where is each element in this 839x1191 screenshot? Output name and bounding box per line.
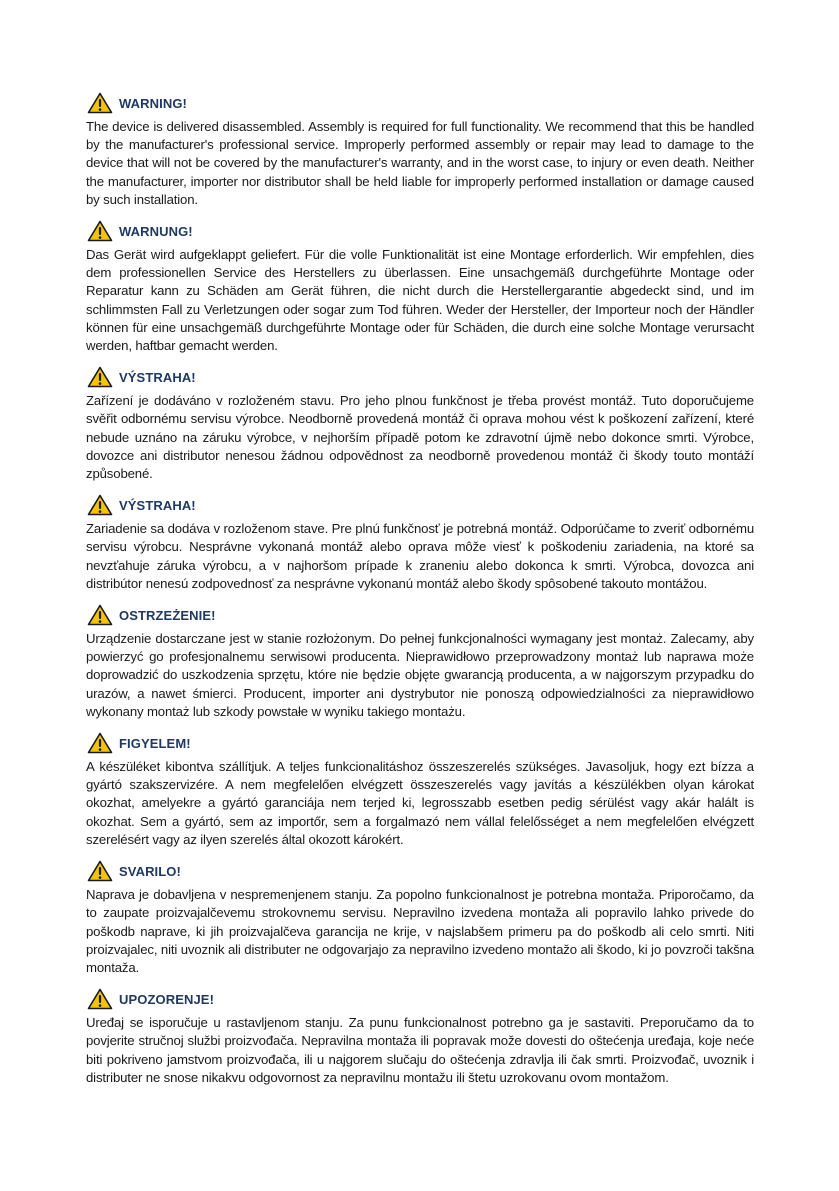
section-heading	[86, 731, 754, 755]
section-text: Uređaj se isporučuje u rastavljenom stanju. Za punu funkcionalnost potrebno ga je sastaviti. Preporučamo da to povjerite stručnoj službi proizvođača. Nepravilna montaža ili popravak može dovesti do oštećenja uređaja, koje neće biti pokriveno jamstvom proizvođača, ili u najgorem slučaju do oštećenja zdravlja ili čak smrti. Proizvođač, uvoznik i distributer ne snose nikakvu odgovornost za nepravilnu montažu ili štetu uzrokovanu ovom montažom.	[86, 1015, 754, 1085]
warning-section-cs	[86, 365, 754, 483]
warning-triangle-icon	[87, 92, 113, 114]
warning-section-hu	[86, 731, 754, 849]
warning-triangle-icon	[87, 860, 113, 882]
section-heading	[86, 91, 754, 115]
section-text: A készüléket kibontva szállítjuk. A teljes funkcionalitáshoz összeszerelés szükséges. Javasoljuk, hogy ezt bízza a gyártó szakszervizére. A nem megfelelően elvégzett összeszerelés vagy javítás a készülékben olyan károkat okozhat, amelyekre a gyártó garanciája nem terjed ki, legrosszabb esetben pedig sérülést vagy akár halált is okozhat. Sem a gyártó, sem az importőr, sem a forgalmazó nem vállal felelősséget a nem megfelelően elvégzett szerelésért vagy az ilyen szerelés által okozott károkért.	[86, 759, 754, 847]
section-text: Urządzenie dostarczane jest w stanie rozłożonym. Do pełnej funkcjonalności wymagany jest montaż. Zalecamy, aby powierzyć go profesjonalnemu serwisowi producenta. Nieprawidłowo przeprowadzony montaż lub naprawa może doprowadzić do uszkodzenia sprzętu, które nie będzie objęte gwarancją producenta, a w najgorszym przypadku do urazów, a nawet śmierci. Producent, importer ani dystrybutor nie ponoszą odpowiedzialności za nieprawidłowo wykonany montaż lub szkody powstałe w wyniku takiego montażu.	[86, 631, 754, 719]
section-text: Zařízení je dodáváno v rozloženém stavu. Pro jeho plnou funkčnost je třeba provést montáž. Tuto doporučujeme svěřit odbornému servisu výrobce. Neodborně provedená montáž či oprava mohou vést k poškození zařízení, které nebude uznáno na záruku výrobce, v nejhorším případě potom ke zdravotní újmě nebo dokonce smrti. Výrobce, dovozce ani distributor nenesou žádnou odpovědnost za neodborně provedenou montáž či škody touto montáží způsobené.	[86, 393, 754, 482]
warning-section-hr	[86, 987, 754, 1087]
section-heading	[86, 493, 754, 517]
warning-section-sk	[86, 493, 754, 593]
section-text: The device is delivered disassembled. Assembly is required for full functionality. We recommend that this be handled by the manufacturer's professional service. Improperly performed assembly or repair may lead to damage to the device that will not be covered by the manufacturer's warranty, and in the worst case, to injury or even death. Neither the manufacturer, importer nor distributor shall be held liable for improperly performed installation or damage caused by such installation.	[86, 119, 754, 207]
warning-section-pl	[86, 603, 754, 721]
warning-triangle-icon	[87, 604, 113, 626]
warning-triangle-icon	[87, 988, 113, 1010]
warning-section-sl	[86, 859, 754, 977]
section-heading	[86, 859, 754, 883]
warning-section-en	[86, 91, 754, 209]
section-title: VÝSTRAHA!	[119, 369, 196, 385]
section-text: Das Gerät wird aufgeklappt geliefert. Für die volle Funktionalität ist eine Montage erforderlich. Wir empfehlen, dies dem professionellen Service des Herstellers zu überlassen. Eine unsachgemäß durchgeführte Montage oder Reparatur kann zu Schäden am Gerät führen, die nicht durch die Herstellergarantie abgedeckt sind, und im schlimmsten Fall zu Verletzungen oder sogar zum Tod führen. Weder der Hersteller, der Importeur noch der Händler können für eine unsachgemäß durchgeführte Montage oder für Schäden, die durch eine solche Montage verursacht werden, haftbar gemacht werden.	[86, 247, 754, 354]
section-title: FIGYELEM!	[119, 735, 191, 751]
section-title: SVARILO!	[119, 863, 181, 879]
section-heading	[86, 603, 754, 627]
section-heading	[86, 987, 754, 1011]
section-title: WARNUNG!	[119, 223, 193, 239]
section-heading	[86, 219, 754, 243]
document-page	[86, 91, 754, 1097]
section-text: Zariadenie sa dodáva v rozloženom stave. Pre plnú funkčnosť je potrebná montáž. Odporúčame to zveriť odbornému servisu výrobcu. Nesprávne vykonaná montáž alebo oprava môže viesť k poškodeniu zariadenia, na ktoré sa nevzťahuje záruka výrobcu, a v najhoršom prípade k zraneniu alebo dokonca k smrti. Výrobca, dovozca ani distribútor nenesú zodpovednosť za nesprávne vykonanú montáž alebo škody spôsobené takouto montážou.	[86, 521, 754, 591]
warning-section-de	[86, 219, 754, 355]
section-text: Naprava je dobavljena v nespremenjenem stanju. Za popolno funkcionalnost je potrebna montaža. Priporočamo, da to zaupate proizvajalčevemu strokovnemu servisu. Nepravilno izvedena montaža ali popravilo lahko privede do poškodb naprave, ki jih proizvajalčeva garancija ne krije, v najslabšem primeru pa do poškodb ali celo smrti. Niti proizvajalec, niti uvoznik ali distributer ne odgovarjajo za nepravilno izvedeno montažo ali škodo, ki jo povzroči takšna montaža.	[86, 887, 754, 975]
warning-triangle-icon	[87, 220, 113, 242]
section-title: UPOZORENJE!	[119, 991, 215, 1007]
warning-triangle-icon	[87, 366, 113, 388]
section-heading	[86, 365, 754, 389]
warning-triangle-icon	[87, 732, 113, 754]
warning-triangle-icon	[87, 494, 113, 516]
section-title: OSTRZEŻENIE!	[119, 607, 216, 623]
section-title: WARNING!	[119, 95, 187, 111]
section-title: VÝSTRAHA!	[119, 497, 196, 513]
